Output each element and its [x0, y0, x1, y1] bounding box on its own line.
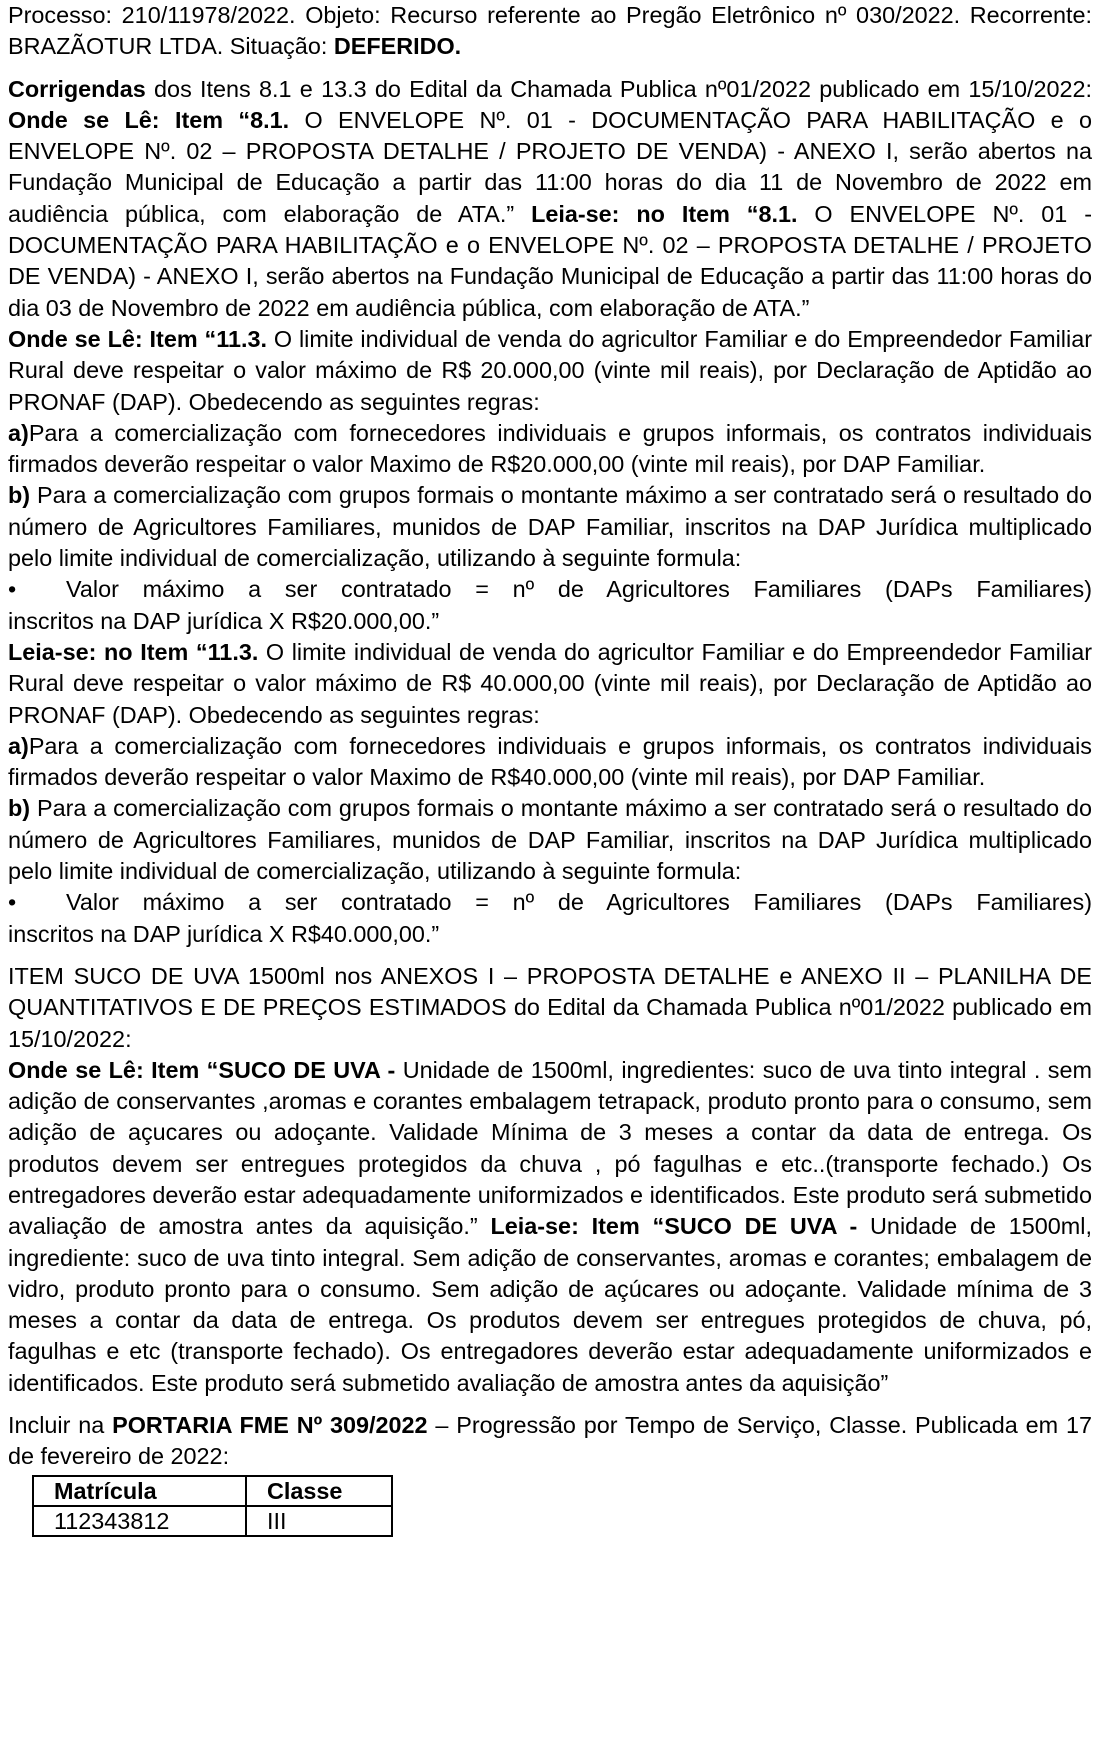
paragraph-item-suco-de-uva: ITEM SUCO DE UVA 1500ml nos ANEXOS I – PROPOSTA DETALHE e ANEXO II – PLANILHA DE QUANTITATIVOS E DE PREÇOS ESTIMADOS do Edital da Chamada Publica nº01/2022 publicado em 15/10/2022: [8, 962, 1092, 1052]
classe-table [32, 1475, 393, 1537]
paragraph-portaria: Incluir na PORTARIA FME Nº 309/2022 – Progressão por Tempo de Serviço, Classe. Publicada em 17 de fevereiro de 2022: [8, 1412, 1092, 1470]
bullet-icon: • [8, 889, 17, 916]
bullet-formula-20000-rest: inscritos na DAP jurídica X R$20.000,00.” [8, 607, 440, 634]
paragraph-rule-b-20000: b) Para a comercialização com grupos formais o montante máximo a ser contratado será o resultado do número de Agricultores Familiares, munidos de DAP Familiar, inscritos na DAP Jurídica multiplicado pelo limite individual de comercialização, utilizando à seguinte formula: [8, 482, 1092, 572]
bullet-formula-20000: • Valor máximo a ser contratado = nº de Agricultores Familiares (DAPs Familiares) [8, 574, 1092, 605]
paragraph-leia-11-3: Leia-se: no Item “11.3. O limite individual de venda do agricultor Familiar e do Empreendedor Familiar Rural deve respeitar o valor máximo de R$ 40.000,00 (vinte mil reais), por Declaração de Aptidão ao PRONAF (DAP). Obedecendo as seguintes regras: [8, 638, 1092, 728]
table-header-row [33, 1476, 392, 1506]
bullet-icon: • [8, 576, 17, 603]
paragraph-rule-a-20000: a)Para a comercialização com fornecedores individuais e grupos informais, os contratos individuais firmados deverão respeitar o valor Maximo de R$20.000,00 (vinte mil reais), por DAP Familiar. [8, 419, 1092, 478]
header-matricula: Matrícula [33, 1476, 246, 1506]
header-classe: Classe [246, 1476, 392, 1506]
paragraph-onde-11-3: Onde se Lê: Item “11.3. O limite individual de venda do agricultor Familiar e do Empreendedor Familiar Rural deve respeitar o valor máximo de R$ 20.000,00 (vinte mil reais), por Declaração de Aptidão ao PRONAF (DAP). Obedecendo as seguintes regras: [8, 325, 1092, 415]
paragraph-processo: Processo: 210/11978/2022. Objeto: Recurso referente ao Pregão Eletrônico nº 030/2022. Recorrente: BRAZÃOTUR LTDA. Situação: DEFERIDO. [8, 2, 1092, 60]
bullet-formula-40000: • Valor máximo a ser contratado = nº de Agricultores Familiares (DAPs Familiares) [8, 887, 1092, 918]
paragraph-rule-b-40000: b) Para a comercialização com grupos formais o montante máximo a ser contratado será o resultado do número de Agricultores Familiares, munidos de DAP Familiar, inscritos na DAP Jurídica multiplicado pelo limite individual de comercialização, utilizando à seguinte formula: [8, 795, 1092, 885]
table-row [33, 1506, 392, 1536]
bullet-formula-40000-rest: inscritos na DAP jurídica X R$40.000,00.” [8, 920, 440, 947]
cell-matricula: 112343812 [33, 1506, 246, 1536]
paragraph-rule-a-40000: a)Para a comercialização com fornecedores individuais e grupos informais, os contratos individuais firmados deverão respeitar o valor Maximo de R$40.000,00 (vinte mil reais), por DAP Familiar. [8, 732, 1092, 791]
cell-classe: III [246, 1506, 392, 1536]
paragraph-suco-de-uva-correction: Onde se Lê: Item “SUCO DE UVA - Unidade de 1500ml, ingredientes: suco de uva tinto integral . sem adição de conservantes ,aromas e corantes embalagem tetrapack, produto pronto para o consumo, sem adição de açucares ou adoçante. Validade Mínima de 3 meses a contar da data de entrega. Os produtos devem ser entregues protegidos da chuva , pó fagulhas e etc..(transporte fechado.) Os entregadores deverão estar adequadamente uniformizados e identificados. Este produto será submetido avaliação de amostra antes da aquisição.” Leia-se: Item “SUCO DE UVA - Unidade de 1500ml, ingrediente: suco de uva tinto integral. Sem adição de conservantes, aromas e corantes; embalagem de vidro, produto pronto para o consumo. Sem adição de açúcares ou adoçante. Validade mínima de 3 meses a contar da data de entrega. Os produtos devem ser entregues protegidos de chuva, pó, fagulhas e etc (transporte fechado). Os entregadores deverão estar adequadamente uniformizados e identificados. Este produto será submetido avaliação de amostra antes da aquisição” [8, 1056, 1092, 1396]
paragraph-corrigendas-8-1: Corrigendas dos Itens 8.1 e 13.3 do Edital da Chamada Publica nº01/2022 publicado em 15/10/2022: Onde se Lê: Item “8.1. O ENVELOPE Nº. 01 - DOCUMENTAÇÃO PARA HABILITAÇÃO e o ENVELOPE Nº. 02 – PROPOSTA DETALHE / PROJETO DE VENDA) - ANEXO I, serão abertos na Fundação Municipal de Educação a partir das 11:00 horas do dia 11 de Novembro de 2022 em audiência pública, com elaboração de ATA.” Leia-se: no Item “8.1. O ENVELOPE Nº. 01 - DOCUMENTAÇÃO PARA HABILITAÇÃO e o ENVELOPE Nº. 02 – PROPOSTA DETALHE / PROJETO DE VENDA) - ANEXO I, serão abertos na Fundação Municipal de Educação a partir das 11:00 horas do dia 03 de Novembro de 2022 em audiência pública, com elaboração de ATA.” [8, 75, 1092, 321]
status-deferido: DEFERIDO. [333, 33, 462, 60]
